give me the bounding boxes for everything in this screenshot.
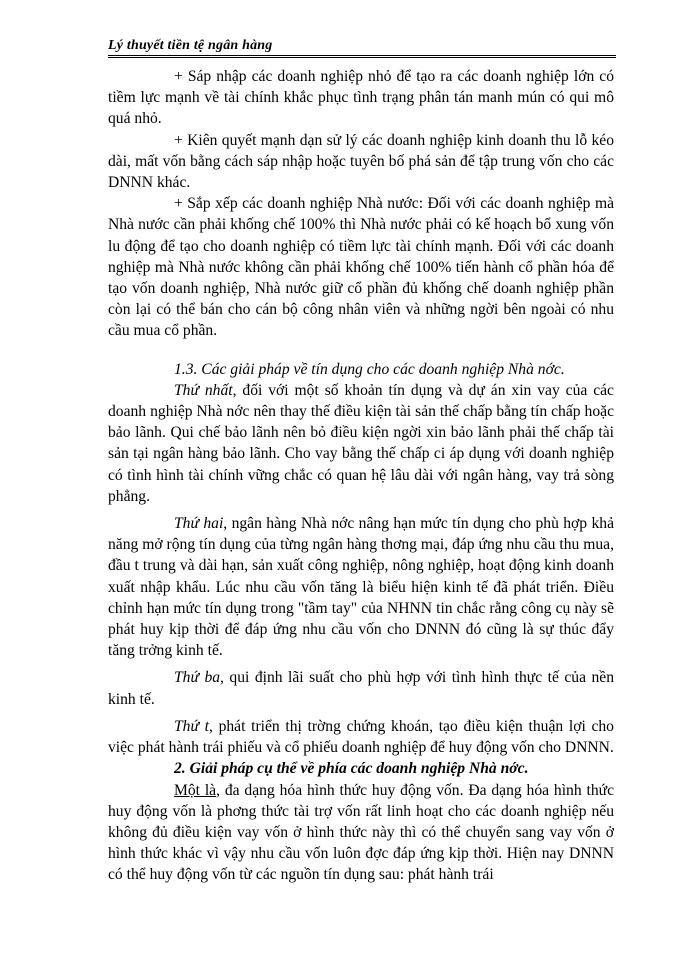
ordinal-fourth: Thứ t [174, 717, 209, 735]
ordinal-one: Một là [174, 781, 217, 799]
ordinal-second: Thứ hai [174, 515, 224, 533]
paragraph-third-text: , qui định lãi suất cho phù hợp với tình hình thực tế của nền kinh tế. [108, 669, 614, 708]
paragraph-first-text: , đối với một số khoản tín dụng và dự án xin vay của các doanh nghiệp Nhà nớc nên thay thế điều kiện tài sản thế chấp bằng tín chấp hoặc bảo lãnh. Qui chế bảo lãnh nên bỏ điều kiện ngời xin bảo lãnh phải thế chấp tài sản tại ngân hàng bảo lãnh. Cho vay bằng thế chấp ci áp dụng với doanh nghiệp có tình hình tài chính vững chắc có quan hệ lâu dài với ngân hàng, vay trả sòng phẳng. [108, 381, 614, 505]
section-heading-1-3-text: 1.3. Các giải pháp về tín dụng cho các doanh nghiệp Nhà nớc. [174, 360, 565, 378]
paragraph-handle-loss-enterprises: + Kiên quyết mạnh dạn sử lý các doanh nghiệp kinh doanh thu lỗ kéo dài, mất vốn bằng cách sáp nhập hoặc tuyên bố phá sản để tập trung vốn cho các DNNN khác. [108, 131, 614, 192]
paragraph-second [108, 513, 614, 661]
section-heading-1-3 [108, 359, 614, 380]
paragraph-third [108, 667, 614, 709]
ordinal-third: Thứ ba [174, 669, 221, 687]
paragraph-merge-enterprises: + Sáp nhập các doanh nghiệp nhỏ để tạo ra các doanh nghiệp lớn có tiềm lực mạnh về tài chính khắc phục tình trạng phân tán manh mún có qui mô quá nhỏ. [108, 68, 614, 128]
paragraph-fourth [108, 716, 614, 758]
paragraph-fourth-text: , phát triển thị trờng chứng khoán, tạo điều kiện thuận lợi cho việc phát hành trái phiếu và cổ phiếu doanh nghiệp để huy động vốn cho DNNN. [108, 717, 614, 757]
document-body [108, 66, 614, 886]
section-heading-2-text: 2. Giải pháp cụ thể về phía các doanh nghiệp Nhà nớc. [174, 760, 529, 778]
page-header [108, 38, 616, 58]
ordinal-first: Thứ nhất [174, 381, 233, 399]
section-heading-2 [108, 758, 614, 779]
paragraph-arrange-state-enterprises: + Sắp xếp các doanh nghiệp Nhà nước: Đối với các doanh nghiệp mà Nhà nước cần phải khống chế 100% thì Nhà nước phải có kế hoạch bổ xung vốn lu động để tạo cho doanh nghiệp có tiềm lực tài chính mạnh. Đối với các doanh nghiệp mà Nhà nước không cần phải khống chế 100% tiến hành cổ phần hóa để tạo vốn doanh nghiệp, Nhà nước giữ cổ phần đủ khống chế doanh nghiệp phần còn lại có thể bán cho cán bộ công nhân viên và những ngời bên ngoài có nhu cầu mua cổ phần. [108, 195, 614, 340]
header-title: Lý thuyết tiền tệ ngân hàng [108, 38, 273, 53]
paragraph-second-text: , ngân hàng Nhà nớc nâng hạn mức tín dụng cho phù hợp khả năng mở rộng tín dụng của từng ngân hàng thơng mại, đáp ứng nhu cầu thu mua, đầu t trung và dài hạn, sản xuất công nghiệp, nông nghiệp, hoạt động kinh doanh xuất nhập khẩu. Lúc nhu cầu vốn tăng là biểu hiện kinh tế đã phát triển. Điều chỉnh hạn mức tín dụng trong "tầm tay" của NHNN tin chắc rằng công cụ này sẽ phát huy kịp thời để đáp ứng nhu cầu vốn cho DNNN đó cũng là sự thúc đẩy tăng trởng kinh tế. [108, 515, 614, 660]
paragraph-one [108, 780, 614, 886]
paragraph-first [108, 380, 614, 507]
paragraph-one-text: , đa dạng hóa hình thức huy động vốn. Đa dạng hóa hình thức huy động vốn là phơng thức tài trợ vốn rất linh hoạt cho các doanh nghiệp nếu không đủ điều kiện vay vốn ở hình thức này thì có thể chuyển sang vay vốn ở hình thức khác vì vậy nhu cầu vốn luôn đợc đáp ứng kịp thời. Hiện nay DNNN có thể huy động vốn từ các nguồn tín dụng sau: phát hành trái [108, 781, 614, 884]
